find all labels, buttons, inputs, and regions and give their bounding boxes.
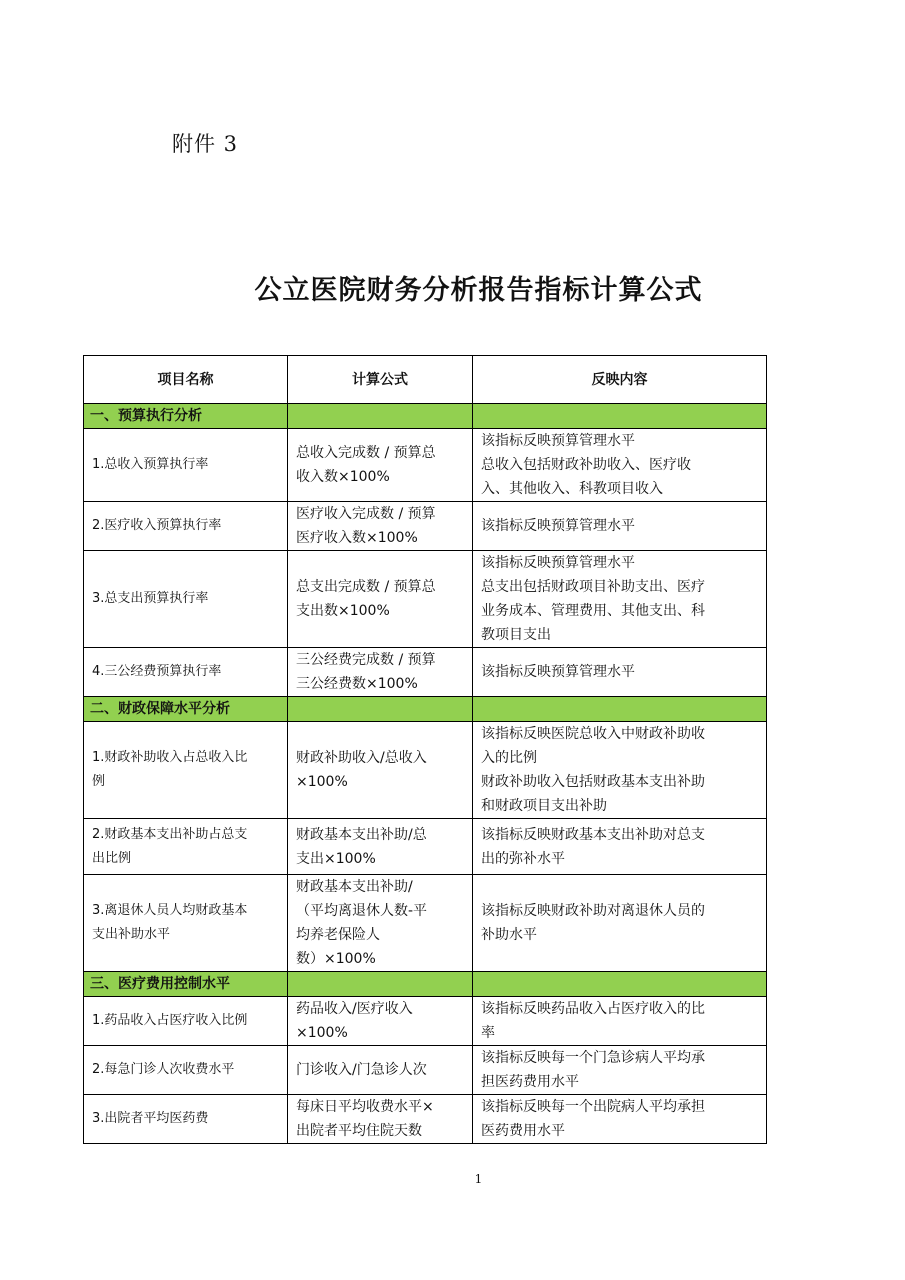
content-cell (473, 429, 767, 502)
section-row (84, 972, 767, 997)
cell-line: 每床日平均收费水平× (296, 1099, 434, 1115)
cell-line: 例 (92, 774, 106, 789)
cell-line: 医药费用水平 (481, 1123, 565, 1139)
cell-line: 补助水平 (481, 927, 537, 943)
formula-cell (288, 429, 473, 502)
cell-line: 该指标反映预算管理水平 (481, 664, 635, 680)
cell-line: 三公经费完成数 / 预算 (296, 652, 436, 668)
table-header-row (84, 356, 767, 404)
cell-line: 3.离退休人员人均财政基本 (92, 903, 248, 918)
formula-cell (288, 997, 473, 1046)
item-name-cell (84, 997, 288, 1046)
formula-cell (288, 502, 473, 551)
cell-line: 出的弥补水平 (481, 850, 565, 867)
cell-line: 总收入完成数 / 预算总 (296, 445, 436, 461)
item-name-cell (84, 722, 288, 819)
cell-line: 财政补助收入包括财政基本支出补助 (481, 774, 705, 790)
cell-line: 教项目支出 (481, 627, 551, 643)
cell-line: 业务成本、管理费用、其他支出、科 (481, 603, 705, 619)
section-title: 一、预算执行分析 (84, 404, 288, 429)
cell-line: 2.医疗收入预算执行率 (92, 518, 222, 533)
content-cell (473, 875, 767, 972)
cell-line: 三公经费数×100% (296, 676, 418, 692)
formula-cell (288, 722, 473, 819)
cell-line: 该指标反映药品收入占医疗收入的比 (481, 1001, 705, 1017)
table-row (84, 551, 767, 648)
content-cell (473, 1095, 767, 1144)
content-cell (473, 648, 767, 697)
formula-cell (288, 875, 473, 972)
content-cell (473, 1046, 767, 1095)
section-row (84, 697, 767, 722)
cell-line: 入的比例 (481, 750, 537, 766)
cell-line: 2.每急门诊人次收费水平 (92, 1062, 235, 1077)
item-name-cell (84, 551, 288, 648)
cell-line: ×100% (296, 1025, 348, 1041)
cell-line: 均养老保险人 (296, 927, 380, 943)
cell-line: 该指标反映每一个出院病人平均承担 (481, 1099, 705, 1115)
cell-line: 门诊收入/门急诊人次 (296, 1062, 427, 1078)
section-title: 三、医疗费用控制水平 (84, 972, 288, 997)
table-row (84, 722, 767, 819)
cell-line: 医疗收入数×100% (296, 530, 418, 546)
table-row (84, 1046, 767, 1095)
table-row (84, 997, 767, 1046)
indicator-table (83, 355, 767, 1144)
content-cell (473, 722, 767, 819)
cell-line: 财政基本支出补助/总 (296, 826, 427, 843)
header-formula: 计算公式 (288, 356, 473, 404)
cell-line: 支出×100% (296, 850, 376, 867)
item-name-cell (84, 1046, 288, 1095)
cell-line: 该指标反映医院总收入中财政补助收 (481, 726, 705, 742)
cell-line: 1.财政补助收入占总收入比 (92, 750, 248, 765)
cell-line: 该指标反映财政补助对离退休人员的 (481, 903, 705, 919)
section-empty-cell (288, 697, 473, 722)
cell-line: 药品收入/医疗收入 (296, 1001, 413, 1017)
cell-line: 该指标反映预算管理水平 (481, 555, 635, 571)
cell-line: 财政补助收入/总收入 (296, 750, 427, 766)
section-empty-cell (288, 404, 473, 429)
cell-line: 支出补助水平 (92, 927, 171, 942)
item-name-cell (84, 429, 288, 502)
cell-line: 和财政项目支出补助 (481, 798, 607, 814)
cell-line: 收入数×100% (296, 469, 390, 485)
document-title: 公立医院财务分析报告指标计算公式 (254, 275, 703, 306)
table-row (84, 648, 767, 697)
item-name-cell (84, 502, 288, 551)
cell-line: 该指标反映预算管理水平 (481, 433, 635, 449)
formula-cell (288, 1046, 473, 1095)
section-row (84, 404, 767, 429)
cell-line: 该指标反映每一个门急诊病人平均承 (481, 1050, 705, 1066)
cell-line: ×100% (296, 774, 348, 790)
formula-cell (288, 551, 473, 648)
table-row (84, 1095, 767, 1144)
attachment-label: 附件 3 (172, 132, 239, 156)
table-row (84, 819, 767, 875)
item-name-cell (84, 875, 288, 972)
table-row (84, 429, 767, 502)
cell-line: 总支出完成数 / 预算总 (296, 579, 436, 595)
cell-line: 4.三公经费预算执行率 (92, 664, 222, 679)
content-cell (473, 819, 767, 875)
item-name-cell (84, 819, 288, 875)
formula-cell (288, 1095, 473, 1144)
cell-line: 担医药费用水平 (481, 1074, 579, 1090)
cell-line: 该指标反映财政基本支出补助对总支 (481, 826, 705, 843)
section-empty-cell (473, 972, 767, 997)
cell-line: 总收入包括财政补助收入、医疗收 (481, 457, 691, 473)
cell-line: 医疗收入完成数 / 预算 (296, 506, 436, 522)
cell-line: 出比例 (92, 850, 132, 866)
cell-line: 数）×100% (296, 951, 376, 967)
section-empty-cell (473, 404, 767, 429)
cell-line: 入、其他收入、科教项目收入 (481, 481, 663, 497)
item-name-cell (84, 648, 288, 697)
table-row (84, 875, 767, 972)
cell-line: 1.总收入预算执行率 (92, 457, 209, 472)
formula-cell (288, 819, 473, 875)
content-cell (473, 502, 767, 551)
header-item-name: 项目名称 (84, 356, 288, 404)
section-title: 二、财政保障水平分析 (84, 697, 288, 722)
section-empty-cell (473, 697, 767, 722)
cell-line: 该指标反映预算管理水平 (481, 518, 635, 534)
cell-line: 出院者平均住院天数 (296, 1123, 422, 1139)
cell-line: 1.药品收入占医疗收入比例 (92, 1013, 248, 1028)
cell-line: 财政基本支出补助/ (296, 879, 413, 895)
table-body (84, 404, 767, 1144)
formula-cell (288, 648, 473, 697)
item-name-cell (84, 1095, 288, 1144)
header-content: 反映内容 (473, 356, 767, 404)
content-cell (473, 997, 767, 1046)
section-empty-cell (288, 972, 473, 997)
cell-line: 3.出院者平均医药费 (92, 1111, 209, 1126)
content-cell (473, 551, 767, 648)
cell-line: 支出数×100% (296, 603, 390, 619)
cell-line: 3.总支出预算执行率 (92, 591, 209, 606)
page-number: 1 (474, 1172, 483, 1186)
cell-line: 率 (481, 1025, 495, 1041)
cell-line: 2.财政基本支出补助占总支 (92, 826, 248, 842)
table-row (84, 502, 767, 551)
cell-line: 总支出包括财政项目补助支出、医疗 (481, 579, 705, 595)
cell-line: （平均离退休人数-平 (296, 903, 428, 919)
